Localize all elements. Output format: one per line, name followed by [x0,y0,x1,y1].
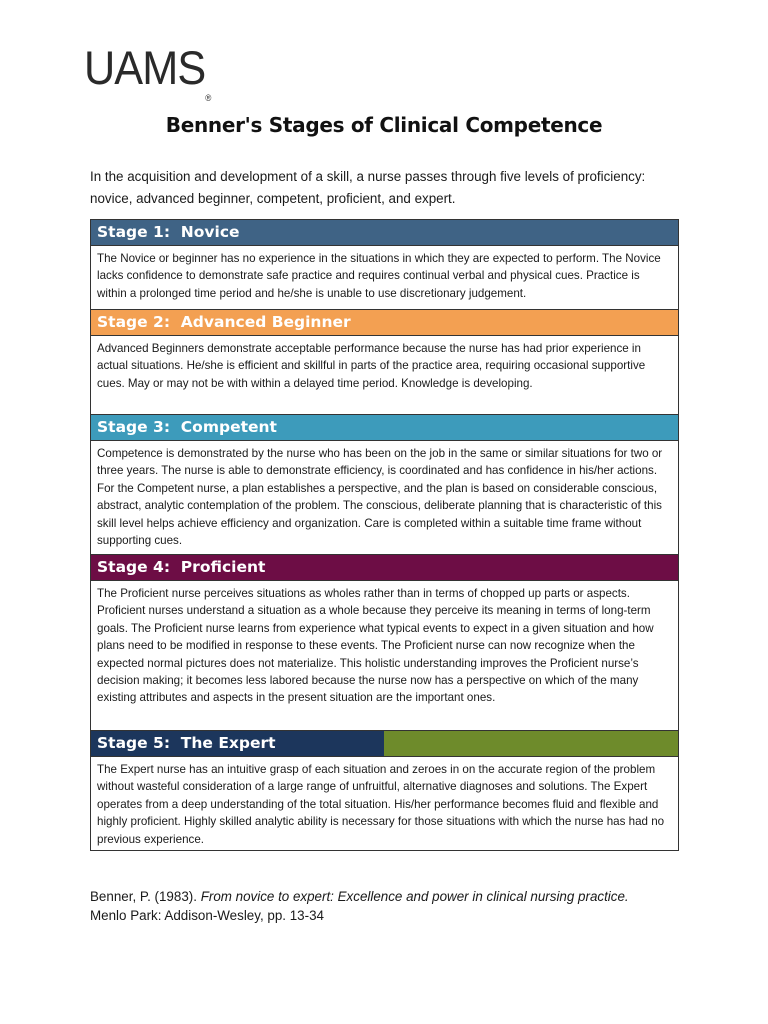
stage-2 [91,310,678,415]
uams-logo [84,41,212,103]
stage-4 [91,555,678,731]
stage-2-description: Advanced Beginners demonstrate acceptable performance because the nurse has had prior experience in actual situations. He/she is efficient and skillful in parts of the practice area, requiring occasional supportive cues. May or may not be with within a delayed time period. Knowledge is developing. [91,335,678,415]
stage-1 [91,220,678,310]
citation-line-1 [90,887,690,906]
citation [90,887,690,925]
stages-table [90,219,679,851]
stage-2-heading: Stage 2: Advanced Beginner [91,310,678,335]
stage-5-header [91,731,678,756]
stage-5-description: The Expert nurse has an intuitive grasp of each situation and zeroes in on the accurate region of the problem without wasteful consideration of a large range of unfruitful, alternative diagnoses and solutions. The Expert operates from a deep understanding of the total situation. His/her performance becomes fluid and flexible and highly proficient. Highly skilled analytic ability is necessary for those situations with which the nurse has had no previous experience. [91,756,678,850]
citation-author: Benner, P. (1983). [90,889,201,904]
stage-5-heading: Stage 5: The Expert [91,731,384,756]
stage-1-description: The Novice or beginner has no experience in the situations in which they are expected to perform. The Novice lacks confidence to demonstrate safe practice and requires continual verbal and physical cues. Practice is within a prolonged time period and he/she is unable to use discretionary judgement. [91,245,678,310]
stage-1-header [91,220,678,245]
stage-4-description: The Proficient nurse perceives situations as wholes rather than in terms of chopped up parts or aspects. Proficient nurses understand a situation as a whole because they perceive its meaning in terms of long-term goals. The Proficient nurse learns from experience what typical events to expect in a given situation and how plans need to be modified in response to these events. The Proficient nurse can now recognize when the expected normal pictures does not materialize. This holistic understanding improves the Proficient nurse’s decision making; it becomes less labored because the nurse now has a perspective on which of the many existing attributes and aspects in the present situation are the important ones. [91,580,678,731]
logo-text: UAMS [84,41,206,94]
stage-3-header [91,415,678,440]
stage-4-header [91,555,678,580]
stage-3-description: Competence is demonstrated by the nurse who has been on the job in the same or similar situations for two or three years. The nurse is able to demonstrate efficiency, is coordinated and has confidence in his/her actions. For the Competent nurse, a plan establishes a perspective, and the plan is based on considerable conscious, abstract, analytic contemplation of the problem. The conscious, deliberate planning that is characteristic of this skill level helps achieve efficiency and organization. Care is completed within a suitable time frame without supporting cues. [91,440,678,555]
stage-1-heading: Stage 1: Novice [91,220,678,245]
stage-5-accent-bar [384,731,678,756]
stage-2-header [91,310,678,335]
citation-publisher: Menlo Park: Addison-Wesley, pp. 13-34 [90,908,324,923]
stage-4-heading: Stage 4: Proficient [91,555,678,580]
registered-mark: ® [205,93,212,103]
page-title: Benner's Stages of Clinical Competence [165,113,603,137]
stage-3-heading: Stage 3: Competent [91,415,678,440]
stage-3 [91,415,678,555]
intro-paragraph: In the acquisition and development of a skill, a nurse passes through five levels of proficiency: novice, advanced beginner, competent, proficient, and expert. [90,169,646,206]
stage-5 [91,731,678,850]
citation-title: From novice to expert: Excellence and power in clinical nursing practice. [200,889,629,904]
